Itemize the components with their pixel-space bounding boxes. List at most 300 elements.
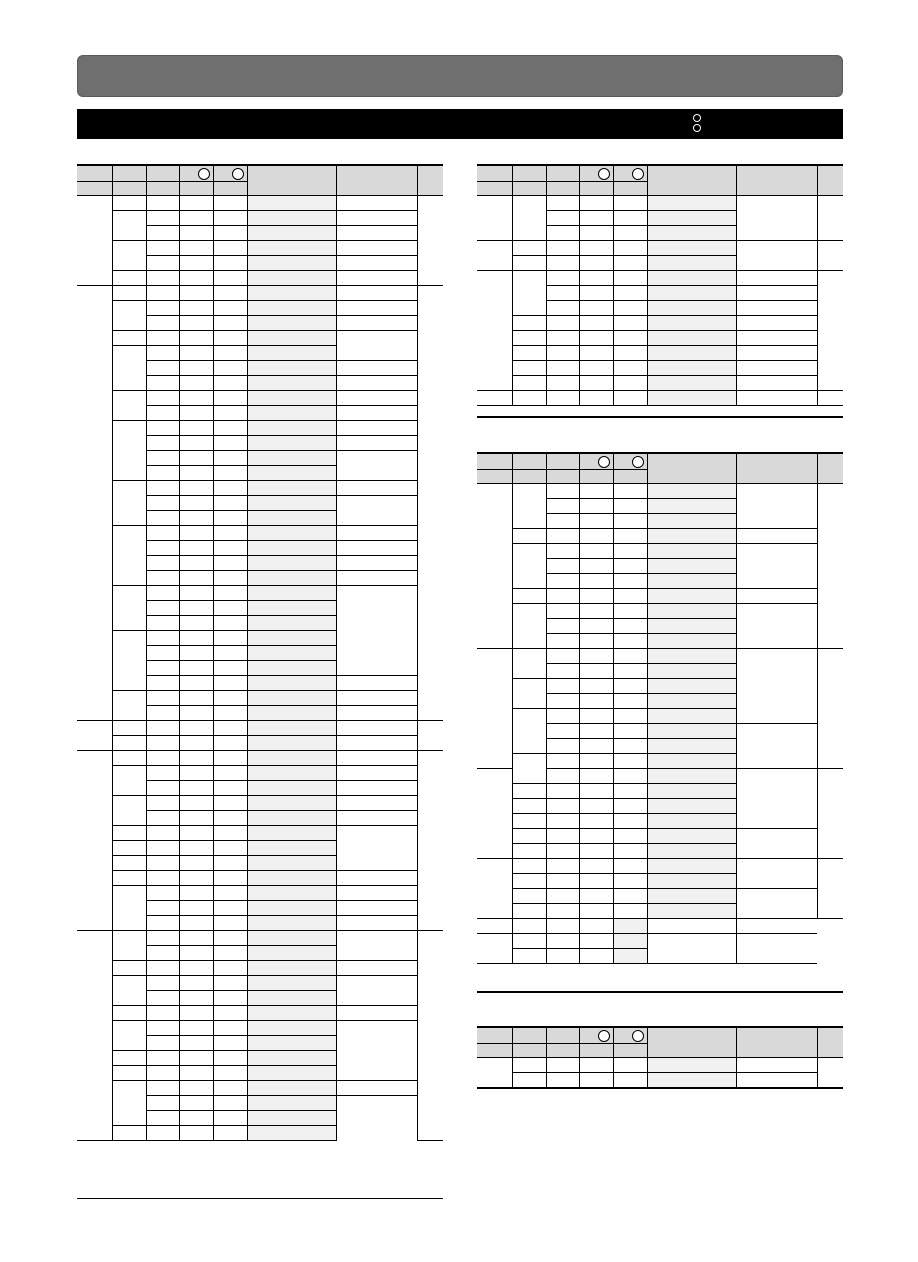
table-cell — [647, 588, 736, 603]
table-cell — [213, 1065, 247, 1080]
table-cell — [579, 663, 613, 678]
table-cell — [146, 465, 179, 480]
table-cell — [336, 720, 417, 735]
table-cell — [647, 240, 736, 255]
table-cell — [647, 330, 736, 345]
table-cell — [112, 840, 146, 855]
table-cell — [146, 1050, 179, 1065]
table-cell — [736, 768, 817, 828]
table-cell — [247, 390, 336, 405]
table-cell — [736, 1072, 817, 1087]
header-cell — [512, 166, 546, 181]
table-cell — [336, 1020, 417, 1080]
table-cell — [336, 705, 417, 720]
table-cell — [77, 195, 112, 285]
header-cell — [579, 469, 613, 483]
table-cell — [213, 465, 247, 480]
table-cell — [179, 300, 213, 315]
table-cell — [579, 888, 613, 903]
table-cell — [146, 705, 179, 720]
table-cell — [546, 678, 579, 693]
table-cell — [336, 870, 417, 885]
table-cell — [213, 810, 247, 825]
table-cell — [546, 798, 579, 813]
table-cell — [247, 300, 336, 315]
table-row — [77, 735, 443, 750]
table-cell — [179, 570, 213, 585]
table-cell — [613, 375, 647, 390]
table-cell — [579, 573, 613, 588]
table-cell — [213, 765, 247, 780]
table-cell — [179, 585, 213, 600]
header-cell — [213, 166, 247, 181]
table-cell — [613, 558, 647, 573]
table-cell — [546, 588, 579, 603]
table-cell — [579, 513, 613, 528]
header-cell — [817, 1028, 843, 1057]
header-cell — [112, 166, 146, 181]
table-cell — [213, 1020, 247, 1035]
table-cell — [179, 465, 213, 480]
table-cell — [247, 945, 336, 960]
table-cell — [247, 435, 336, 450]
table-cell — [247, 405, 336, 420]
table-cell — [647, 498, 736, 513]
table-cell — [213, 345, 247, 360]
table-row — [477, 390, 843, 405]
table-cell — [417, 285, 443, 720]
table-cell — [613, 648, 647, 663]
table-cell — [247, 1065, 336, 1080]
circle-icon — [693, 114, 701, 122]
table-cell — [247, 1125, 336, 1140]
table-row — [477, 918, 843, 933]
table-cell — [179, 270, 213, 285]
table-cell — [613, 678, 647, 693]
table-row — [477, 315, 843, 330]
table-cell — [546, 543, 579, 558]
table-cell — [546, 648, 579, 663]
table-cell — [146, 210, 179, 225]
table-cell — [112, 345, 146, 390]
table-cell — [647, 345, 736, 360]
table-cell — [213, 705, 247, 720]
table-cell — [613, 483, 647, 498]
table-cell — [179, 930, 213, 945]
table-cell — [546, 225, 579, 240]
circle-icon — [693, 124, 701, 132]
table-cell — [546, 330, 579, 345]
table-cell — [146, 810, 179, 825]
table-cell — [477, 390, 512, 405]
table-cell — [546, 633, 579, 648]
table-cell — [579, 873, 613, 888]
table-cell — [647, 1057, 736, 1072]
table-cell — [179, 450, 213, 465]
table-cell — [512, 315, 546, 330]
table-cell — [213, 600, 247, 615]
table-cell — [247, 510, 336, 525]
table-cell — [546, 300, 579, 315]
table-cell — [613, 513, 647, 528]
table-cell — [613, 798, 647, 813]
table-cell — [112, 1065, 146, 1080]
table-cell — [146, 555, 179, 570]
table-cell — [247, 540, 336, 555]
table-row — [77, 300, 443, 315]
table-cell — [579, 543, 613, 558]
table-cell — [512, 918, 546, 933]
table-cell — [112, 240, 146, 270]
table-cell — [247, 1005, 336, 1020]
table-cell — [213, 615, 247, 630]
table-cell — [546, 1057, 579, 1072]
table-cell — [512, 873, 546, 888]
table-cell — [112, 855, 146, 870]
table-cell — [213, 960, 247, 975]
table-cell — [736, 588, 817, 603]
table-cell — [613, 345, 647, 360]
table-cell — [336, 810, 417, 825]
header-cell — [546, 166, 579, 181]
table-cell — [736, 723, 817, 768]
table-cell — [336, 1080, 417, 1095]
table-cell — [336, 735, 417, 750]
table-cell — [579, 768, 613, 783]
table-cell — [247, 750, 336, 765]
table-cell — [213, 525, 247, 540]
table-cell — [579, 240, 613, 255]
table-cell — [179, 855, 213, 870]
table-cell — [579, 903, 613, 918]
table-cell — [336, 420, 417, 435]
table-cell — [579, 330, 613, 345]
table-cell — [179, 240, 213, 255]
table-cell — [579, 498, 613, 513]
table-cell — [477, 933, 512, 963]
table-cell — [579, 813, 613, 828]
table-cell — [112, 1005, 146, 1020]
table-cell — [546, 723, 579, 738]
table-cell — [336, 960, 417, 975]
table-cell — [647, 573, 736, 588]
table-cell — [112, 285, 146, 300]
table-cell — [736, 360, 817, 375]
table-row — [77, 975, 443, 990]
table-cell — [613, 1057, 647, 1072]
table-cell — [247, 900, 336, 915]
table-cell — [146, 435, 179, 450]
table-cell — [647, 195, 736, 210]
header-cell — [579, 1043, 613, 1057]
table-cell — [247, 345, 336, 360]
table-cell — [512, 843, 546, 858]
table-cell — [179, 225, 213, 240]
table-cell — [179, 555, 213, 570]
table-cell — [736, 918, 817, 933]
table-cell — [146, 735, 179, 750]
table-cell — [213, 300, 247, 315]
table-cell — [546, 210, 579, 225]
table-cell — [213, 285, 247, 300]
header-cell — [179, 166, 213, 181]
table-cell — [417, 930, 443, 1140]
table-cell — [579, 360, 613, 375]
table-cell — [213, 1050, 247, 1065]
table-cell — [579, 390, 613, 405]
table-cell — [213, 240, 247, 255]
table-cell — [179, 885, 213, 900]
table-cell — [179, 1125, 213, 1140]
table-row — [477, 1072, 843, 1087]
table-cell — [213, 435, 247, 450]
header-cell — [77, 166, 112, 181]
table-cell — [613, 573, 647, 588]
table-cell — [647, 648, 736, 663]
table-row — [77, 1080, 443, 1095]
table-cell — [247, 585, 336, 600]
table-cell — [179, 435, 213, 450]
parameter-table-right-bottom — [477, 1028, 843, 1088]
table-row — [77, 585, 443, 600]
table-cell — [512, 678, 546, 708]
table-cell — [336, 885, 417, 900]
table-cell — [247, 870, 336, 885]
table-cell — [179, 405, 213, 420]
table-cell — [146, 510, 179, 525]
table-row — [77, 330, 443, 345]
table-cell — [546, 315, 579, 330]
table-cell — [146, 615, 179, 630]
table-cell — [546, 708, 579, 723]
table-cell — [336, 390, 417, 405]
table-cell — [213, 255, 247, 270]
table-cell — [213, 945, 247, 960]
table-cell — [112, 930, 146, 960]
table-cell — [647, 270, 736, 285]
table-row — [477, 270, 843, 285]
table-cell — [736, 345, 817, 360]
table-row — [477, 828, 843, 843]
table-cell — [647, 738, 736, 753]
table-cell — [213, 900, 247, 915]
table-cell — [247, 885, 336, 900]
table-cell — [512, 948, 546, 963]
table-cell — [146, 495, 179, 510]
header-cell — [512, 1043, 546, 1057]
table-cell — [613, 873, 647, 888]
table-cell — [336, 915, 417, 930]
table-cell — [477, 1057, 512, 1087]
table-row — [77, 825, 443, 840]
table-cell — [736, 483, 817, 528]
table-cell — [146, 315, 179, 330]
table-cell — [247, 255, 336, 270]
table-cell — [546, 255, 579, 270]
header-cell — [336, 166, 417, 195]
table-cell — [817, 648, 843, 768]
table-cell — [512, 270, 546, 315]
table-cell — [579, 603, 613, 618]
table-cell — [647, 798, 736, 813]
header-cell — [579, 1028, 613, 1043]
table-cell — [579, 195, 613, 210]
table-cell — [647, 813, 736, 828]
table-cell — [546, 933, 579, 948]
table-cell — [817, 858, 843, 918]
parameter-table-left — [77, 166, 443, 1141]
table-cell — [146, 450, 179, 465]
table-row — [477, 528, 843, 543]
table-cell — [146, 345, 179, 360]
table-cell — [736, 390, 817, 405]
table-cell — [336, 975, 417, 1005]
table-cell — [213, 855, 247, 870]
table-row — [77, 885, 443, 900]
table-cell — [647, 558, 736, 573]
table-row — [77, 765, 443, 780]
table-cell — [336, 225, 417, 240]
table-cell — [613, 633, 647, 648]
table-cell — [512, 240, 546, 255]
table-row — [477, 648, 843, 663]
table-cell — [647, 543, 736, 558]
table-cell — [146, 780, 179, 795]
table-cell — [579, 948, 613, 963]
header-cell — [512, 469, 546, 483]
table-cell — [213, 675, 247, 690]
table-cell — [579, 558, 613, 573]
header-cell — [477, 469, 512, 483]
table-cell — [146, 645, 179, 660]
table-cell — [247, 240, 336, 255]
table-cell — [336, 825, 417, 870]
table-cell — [579, 708, 613, 723]
table-cell — [736, 270, 817, 285]
table-cell — [336, 570, 417, 585]
table-cell — [736, 240, 817, 270]
table-cell — [477, 195, 512, 240]
table-cell — [213, 975, 247, 990]
table-cell — [247, 525, 336, 540]
table-cell — [179, 945, 213, 960]
table-cell — [247, 975, 336, 990]
circle-icon — [598, 456, 610, 468]
table-cell — [179, 1020, 213, 1035]
table-cell — [647, 300, 736, 315]
table-cell — [579, 255, 613, 270]
table-cell — [247, 225, 336, 240]
table-cell — [213, 720, 247, 735]
table-cell — [736, 315, 817, 330]
table-cell — [579, 828, 613, 843]
table-cell — [146, 330, 179, 345]
table-cell — [512, 195, 546, 240]
table-cell — [247, 570, 336, 585]
table-cell — [247, 915, 336, 930]
table-cell — [146, 270, 179, 285]
table-cell — [613, 723, 647, 738]
table-cell — [546, 375, 579, 390]
table-cell — [179, 750, 213, 765]
table-cell — [613, 315, 647, 330]
table-cell — [247, 555, 336, 570]
table-row — [77, 720, 443, 735]
table-cell — [213, 375, 247, 390]
table-cell — [512, 1057, 546, 1072]
table-cell — [179, 1050, 213, 1065]
table-row — [477, 360, 843, 375]
table-cell — [112, 1080, 146, 1125]
table-cell — [179, 1065, 213, 1080]
table-cell — [213, 1005, 247, 1020]
table-cell — [146, 585, 179, 600]
table-cell — [146, 660, 179, 675]
table-cell — [112, 735, 146, 750]
table-cell — [512, 813, 546, 828]
table-cell — [817, 390, 843, 405]
table-cell — [613, 285, 647, 300]
table-cell — [213, 1110, 247, 1125]
table-cell — [613, 588, 647, 603]
table-cell — [546, 783, 579, 798]
table-cell — [613, 708, 647, 723]
table-cell — [213, 795, 247, 810]
circle-icon — [632, 168, 644, 180]
table-cell — [613, 1072, 647, 1087]
table-cell — [736, 858, 817, 888]
table-cell — [179, 315, 213, 330]
table-cell — [179, 870, 213, 885]
table-cell — [112, 585, 146, 630]
table-cell — [647, 663, 736, 678]
table-cell — [179, 420, 213, 435]
table-cell — [336, 930, 417, 960]
header-cell — [146, 181, 179, 195]
table-cell — [613, 498, 647, 513]
table-cell — [146, 1080, 179, 1095]
table-cell — [146, 1110, 179, 1125]
table-cell — [179, 780, 213, 795]
table-cell — [247, 660, 336, 675]
table-cell — [546, 195, 579, 210]
table-cell — [179, 960, 213, 975]
table-cell — [736, 648, 817, 723]
table-cell — [247, 270, 336, 285]
table-cell — [579, 375, 613, 390]
table-cell — [179, 390, 213, 405]
table-cell — [213, 930, 247, 945]
table-cell — [179, 600, 213, 615]
table-cell — [247, 840, 336, 855]
table-cell — [336, 240, 417, 255]
table-cell — [736, 603, 817, 648]
table-cell — [213, 690, 247, 705]
table-cell — [579, 270, 613, 285]
table-cell — [77, 930, 112, 1140]
table-cell — [77, 750, 112, 930]
table-cell — [613, 663, 647, 678]
table-cell — [112, 825, 146, 840]
table-cell — [179, 330, 213, 345]
table-cell — [336, 330, 417, 360]
header-cell — [146, 166, 179, 181]
table-cell — [336, 585, 417, 675]
header-cell — [647, 454, 736, 483]
table-cell — [647, 783, 736, 798]
table-cell — [336, 450, 417, 480]
table-cell — [247, 450, 336, 465]
